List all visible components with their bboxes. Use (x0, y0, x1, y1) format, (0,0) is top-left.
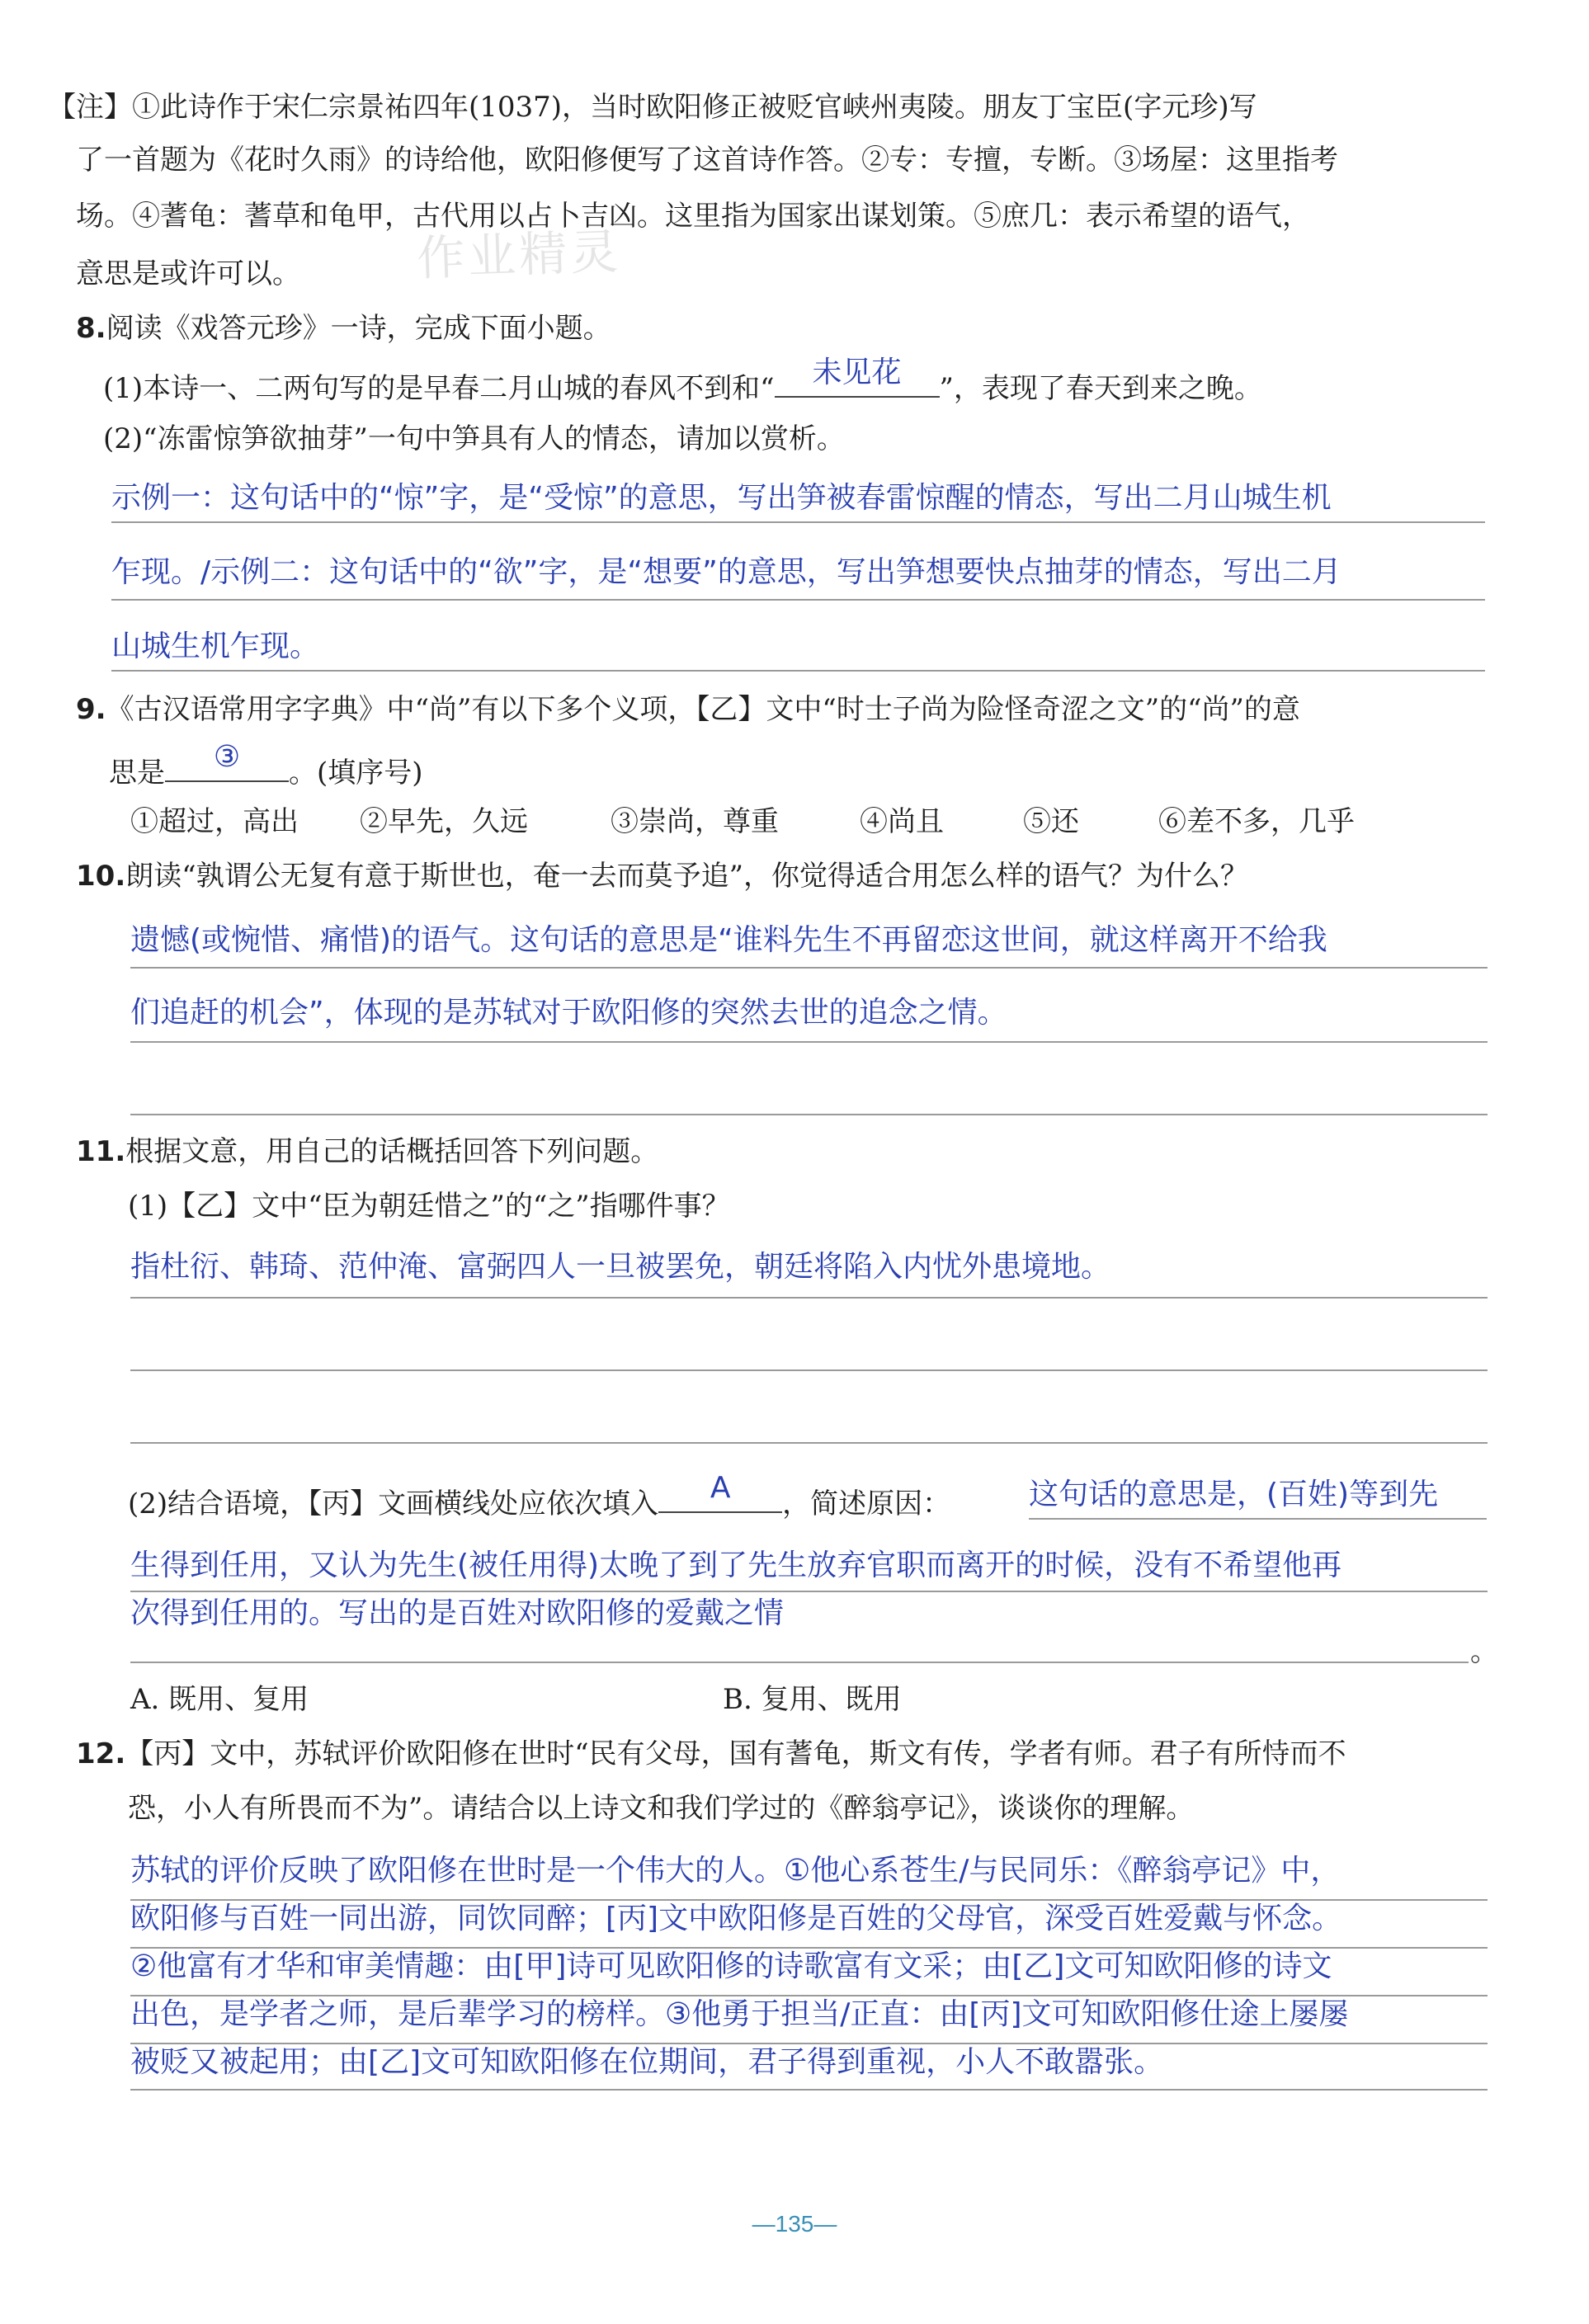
q12-answer-line: 苏轼的评价反映了欧阳修在世时是一个伟大的人。①他心系苍生/与民同乐：《醉翁亭记》中， (130, 1854, 1341, 1888)
q11-sub2-answer-line: 次得到任用的。写出的是百姓对欧阳修的爱戴之情 (130, 1596, 785, 1630)
answer-rule (130, 1662, 1469, 1663)
q10-stem (76, 858, 1248, 894)
q9-blank (165, 740, 289, 782)
answer-rule (130, 1591, 1488, 1592)
q9-option: ⑤还 (1023, 805, 1079, 838)
note-line: 了一首题为《花时久雨》的诗给他，欧阳修便写了这首诗作答。②专：专擅，专断。③场屋：这里指考 (76, 144, 1338, 177)
watermark: 作业精灵 (416, 223, 623, 287)
answer-rule (130, 967, 1488, 969)
q12-answer-line: ②他富有才华和审美情趣：由[甲]诗可见欧阳修的诗歌富有文采；由[乙]文可知欧阳修的诗文 (130, 1949, 1332, 1983)
q8-sub1 (103, 356, 1262, 407)
note-line: 【注】①此诗作于宋仁宗景祐四年(1037)，当时欧阳修正被贬官峡州夷陵。朋友丁宝臣(字元珍)写 (48, 91, 1257, 124)
q12-stem (76, 1736, 1346, 1772)
answer-rule (111, 599, 1485, 601)
q12-answer-line: 被贬又被起用；由[乙]文可知欧阳修在位期间，君子得到重视，小人不敢嚣张。 (130, 2045, 1164, 2079)
note-line: 意思是或许可以。 (76, 257, 300, 290)
q8-sub1-after: ”，表现了春天到来之晚。 (939, 372, 1262, 405)
q9-stem-2 (109, 740, 423, 791)
q9-stem2-after: 。(填序号) (289, 757, 423, 790)
q11-sub2-after: ，简述原因： (782, 1487, 951, 1520)
answer-rule (130, 1369, 1488, 1371)
answer-rule (130, 1114, 1488, 1115)
q8-number: 8. (76, 312, 106, 345)
q12-answer-line: 出色，是学者之师，是后辈学习的榜样。③他勇于担当/正直：由[丙]文可知欧阳修仕途上屡屡 (130, 1997, 1349, 2031)
q8-stem (76, 310, 611, 346)
q10-number: 10. (76, 860, 126, 893)
q9-option: ③崇尚，尊重 (611, 805, 779, 838)
answer-rule (111, 670, 1485, 672)
q11-option-b: B. 复用、既用 (723, 1683, 902, 1716)
q8-stem-text: 阅读《戏答元珍》一诗，完成下面小题。 (106, 312, 611, 345)
q11-number: 11. (76, 1135, 126, 1168)
q11-sub2 (128, 1471, 951, 1522)
q11-sub2-fill: A (710, 1471, 731, 1505)
q11-sub1: (1)【乙】文中“臣为朝廷惜之”的“之”指哪件事？ (128, 1190, 730, 1223)
q9-option: ⑥差不多，几乎 (1158, 805, 1355, 838)
q9-stem-text: 《古汉语常用字字典》中“尚”有以下多个义项，【乙】文中“时士子尚为险怪奇涩之文”的“尚”的意 (106, 693, 1300, 726)
q9-option: ④尚且 (860, 805, 944, 838)
q9-number: 9. (76, 693, 106, 726)
q12-number: 12. (76, 1737, 126, 1770)
q11-stem-text: 根据文意，用自己的话概括回答下列问题。 (125, 1135, 659, 1168)
q8-sub1-before: (1)本诗一、二两句写的是早春二月山城的春风不到和“ (103, 372, 775, 405)
q8-sub1-blank (775, 356, 940, 398)
answer-rule (1029, 1518, 1487, 1520)
q9-option: ①超过，高出 (130, 805, 299, 838)
q11-option-a: A. 既用、复用 (130, 1683, 309, 1716)
q12-answer-line: 欧阳修与百姓一同出游，同饮同醉；[丙]文中欧阳修是百姓的父母官，深受百姓爱戴与怀念。 (130, 1902, 1342, 1935)
answer-rule (111, 521, 1485, 523)
q10-answer-line: 们追赶的机会”，体现的是苏轼对于欧阳修的突然去世的追念之情。 (130, 996, 1007, 1030)
q10-stem-text: 朗读“孰谓公无复有意于斯世也，奄一去而莫予追”，你觉得适合用怎么样的语气？为什么？ (125, 860, 1248, 893)
answer-rule (130, 1297, 1488, 1299)
answer-rule (130, 1041, 1488, 1043)
q8-sub1-fill: 未见花 (812, 356, 902, 389)
q12-stem-2: 恐，小人有所畏而不为”。请结合以上诗文和我们学过的《醉翁亭记》，谈谈你的理解。 (128, 1792, 1195, 1825)
q11-sub2-answer-line: 生得到任用，又认为先生(被任用得)太晚了到了先生放弃官职而离开的时候，没有不希望他再 (130, 1549, 1342, 1582)
q11-stem (76, 1134, 658, 1170)
q11-sub1-answer: 指杜衍、韩琦、范仲淹、富弼四人一旦被罢免，朝廷将陷入内忧外患境地。 (130, 1250, 1111, 1284)
q11-sub2-end: 。 (1470, 1635, 1498, 1668)
q8-sub2: (2)“冻雷惊笋欲抽芽”一句中笋具有人的情态，请加以赏析。 (103, 422, 845, 455)
q12-stem-text: 【丙】文中，苏轼评价欧阳修在世时“民有父母，国有蓍龟，斯文有传，学者有师。君子有所恃而不 (125, 1737, 1346, 1770)
answer-rule (130, 1442, 1488, 1444)
q9-fill: ③ (213, 740, 241, 774)
q8-answer-line: 山城生机乍现。 (111, 629, 320, 663)
q11-sub2-before: (2)结合语境，【丙】文画横线处应依次填入 (128, 1487, 659, 1520)
q8-answer-line: 乍现。/示例二：这句话中的“欲”字，是“想要”的意思，写出笋想要快点抽芽的情态，写出二月 (111, 555, 1341, 589)
page-number: —135— (752, 2211, 837, 2237)
q8-answer-line: 示例一：这句话中的“惊”字，是“受惊”的意思，写出笋被春雷惊醒的情态，写出二月山城生机 (111, 481, 1332, 515)
q9-option: ②早先，久远 (360, 805, 528, 838)
q10-answer-line: 遗憾(或惋惜、痛惜)的语气。这句话的意思是“谁料先生不再留恋这世间，就这样离开不给我 (130, 923, 1327, 957)
note-line: 场。④蓍龟：蓍草和龟甲，古代用以占卜吉凶。这里指为国家出谋划策。⑤庶几：表示希望的语气， (76, 200, 1310, 233)
q11-sub2-answer-line: 这句话的意思是，(百姓)等到先 (1029, 1478, 1439, 1511)
q9-stem (76, 691, 1300, 728)
q9-stem2-before: 思是 (109, 757, 165, 790)
answer-rule (130, 2089, 1488, 2091)
q11-sub2-blank (658, 1471, 782, 1513)
